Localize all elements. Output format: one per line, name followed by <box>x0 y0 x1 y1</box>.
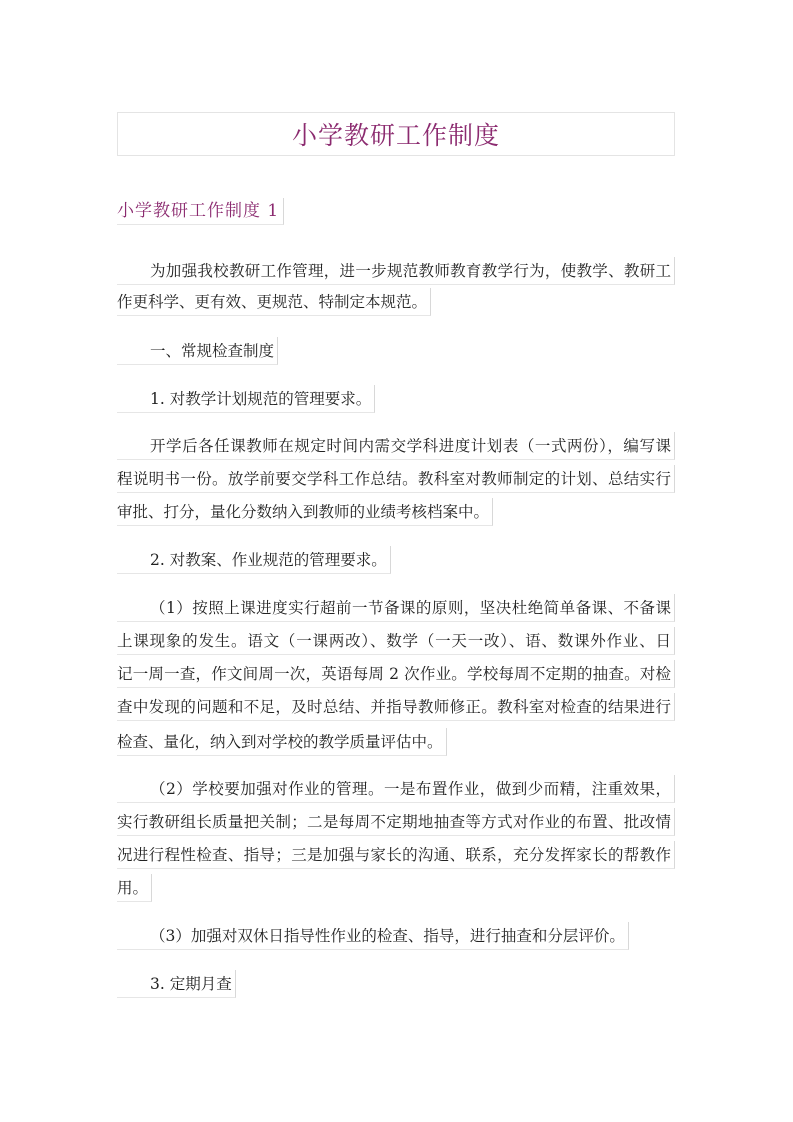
paragraph-line: 用。 <box>117 874 152 902</box>
paragraph-line: 开学后各任课教师在规定时间内需交学科进度计划表（一式两份），编写课 <box>117 432 675 460</box>
paragraph-line: 审批、打分，量化分数纳入到教师的业绩考核档案中。 <box>117 498 493 526</box>
paragraph-line: 上课现象的发生。语文（一课两改）、数学（一天一改）、语、数课外作业、日 <box>117 627 675 655</box>
list-item-heading: 3. 定期月查 <box>117 970 236 998</box>
paragraph-line: 查中发现的问题和不足，及时总结、并指导教师修正。教科室对检查的结果进行 <box>117 693 675 721</box>
paragraph-line: 为加强我校教研工作管理，进一步规范教师教育教学行为，使教学、教研工 <box>117 257 675 285</box>
document-title: 小学教研工作制度 <box>117 112 675 156</box>
paragraph-line: （3）加强对双休日指导性作业的检查、指导，进行抽查和分层评价。 <box>117 922 629 950</box>
section-heading: 小学教研工作制度 1 <box>117 198 284 225</box>
paragraph-line: 况进行程性检查、指导；三是加强与家长的沟通、联系，充分发挥家长的帮教作 <box>117 841 675 869</box>
paragraph-line: 检查、量化，纳入到对学校的教学质量评估中。 <box>117 728 447 756</box>
paragraph-line: 记一周一查，作文间周一次，英语每周 2 次作业。学校每周不定期的抽查。对检 <box>117 660 675 688</box>
list-item-heading: 1. 对教学计划规范的管理要求。 <box>117 385 375 413</box>
list-item-heading: 2. 对教案、作业规范的管理要求。 <box>117 546 391 574</box>
paragraph-line: 作更科学、更有效、更规范、特制定本规范。 <box>117 288 431 316</box>
paragraph-line: 程说明书一份。放学前要交学科工作总结。教科室对教师制定的计划、总结实行 <box>117 465 675 493</box>
paragraph-line: （1）按照上课进度实行超前一节备课的原则，坚决杜绝简单备课、不备课 <box>117 594 675 622</box>
subsection-heading: 一、常规检查制度 <box>117 337 278 365</box>
paragraph-line: 实行教研组长质量把关制；二是每周不定期地抽查等方式对作业的布置、批改情 <box>117 808 675 836</box>
paragraph-line: （2）学校要加强对作业的管理。一是布置作业，做到少而精，注重效果， <box>117 775 675 803</box>
